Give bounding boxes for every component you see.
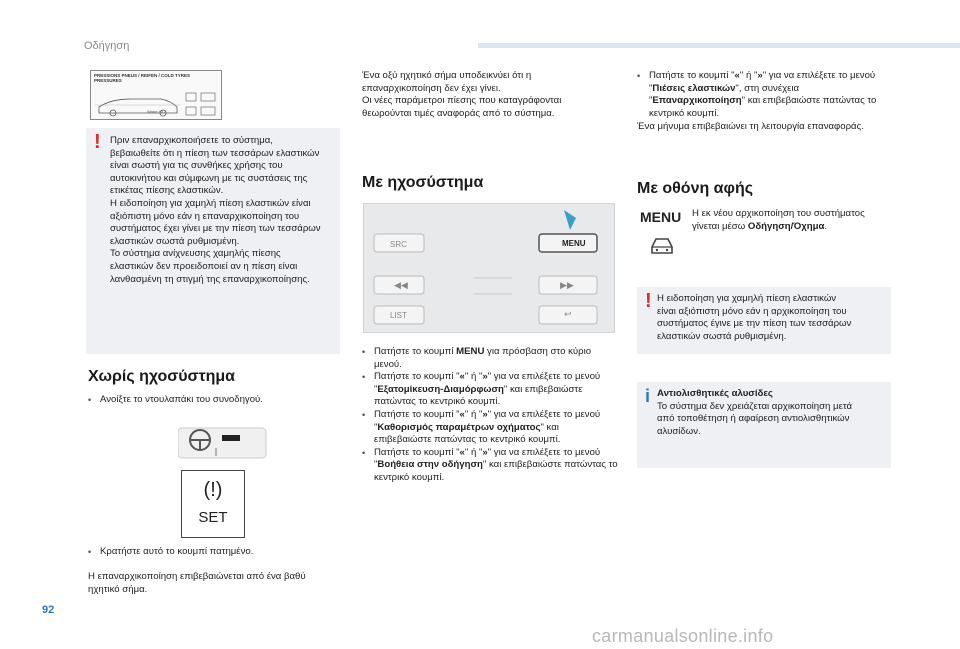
set-button[interactable] <box>181 470 245 538</box>
touchscreen-text: Η εκ νέου αρχικοποίηση του συστήματος γίνεται μέσω Οδήγηση/Όχημα. <box>692 208 865 232</box>
hold-steps <box>88 546 340 559</box>
no-audio-steps <box>88 394 340 407</box>
page-number: 92 <box>42 604 55 616</box>
tyre-pressure-label-image <box>90 70 222 120</box>
label-bottom-text: Warm +0.3 <box>147 109 167 114</box>
step-vehicle-params: • Πατήστε το κουμπί "«" ή "»" για να επιλέξετε το μενού "Καθορισμός παραμέτρων οχήματος" και επιβεβαιώστε πατώντας το κεντρικό κουμπί. <box>362 409 618 447</box>
audio-steps <box>362 346 618 485</box>
info-icon: i <box>645 386 651 406</box>
low-pressure-warning-text: Η ειδοποίηση για χαμηλή πίεση ελαστικών είναι αξιόπιστη μόνο εάν η αρχικοποίηση του συστήματος έγινε με την πίεση των τεσσάρων ελαστικών σωστά ρυθμισμένη. <box>657 293 852 342</box>
step-personalisation: • Πατήστε το κουμπί "«" ή "»" για να επιλέξετε το μενού "Εξατομίκευση-Διαμόρφωση" και επιβεβαιώστε πατώντας το κεντρικό κουμπί. <box>362 371 618 409</box>
label-top-text: PRESSIONS PNEUS / REIFEN / COLD TYRES PRESSURES <box>94 73 191 83</box>
menu-key-label: MENU <box>640 209 682 225</box>
reset-confirm-message: Ένα μήνυμα επιβεβαιώνει τη λειτουργία επαναφοράς. <box>637 121 864 132</box>
menu-button[interactable]: MENU <box>562 239 586 248</box>
heading-with-audio: Με ηχοσύστημα <box>362 174 484 191</box>
reset-confirm-note: Η επαναρχικοποίηση επιβεβαιώνεται από ένα βαθύ ηχητικό σήμα. <box>88 571 306 595</box>
info-box-snow-chains <box>637 382 891 468</box>
step-tyre-pressures: • Πατήστε το κουμπί "«" ή "»" για να επιλέξετε το μενού "Πιέσεις ελαστικών", στη συνέχεια "Επαναρχικοποίηση" και επιβεβαιώστε πατώντας το κεντρικό κουμπί. <box>637 70 893 120</box>
car-icon <box>648 235 676 257</box>
heading-no-audio: Χωρίς ηχοσύστημα <box>88 368 236 385</box>
snow-chains-text: Αντιολισθητικές αλυσίδες Το σύστημα δεν χρειάζεται αρχικοποίηση μετά από τοποθέτηση ή αφαίρεση αντιολισθητικών αλυσίδων. <box>657 388 853 437</box>
warning-icon: ! <box>94 131 101 153</box>
rewind-icon[interactable]: ◀◀ <box>394 280 408 290</box>
car-outline-icon <box>91 85 221 123</box>
tyre-warning-icon: (!) <box>203 479 223 501</box>
step-driving-assist: • Πατήστε το κουμπί "«" ή "»" για να επιλέξετε το μενού "Βοήθεια στην οδήγηση" και επιβεβαιώστε πατώντας το κεντρικό κουμπί. <box>362 447 618 485</box>
audio-panel-illustration <box>363 203 615 333</box>
beep-intro: Ένα οξύ ηχητικό σήμα υποδεικνύει ότι η επαναρχικοποίηση δεν έχει γίνει. Οι νέες παράμετροι πίεσης που καταγράφονται θεωρούνται τιμές αναφοράς από το σύστημα. <box>362 70 562 119</box>
back-icon[interactable]: ↩ <box>564 309 572 319</box>
set-label: SET <box>198 509 228 526</box>
heading-touchscreen: Με οθόνη αφής <box>637 180 754 197</box>
warning-text: Πριν επαναρχικοποιήσετε το σύστημα, βεβαιωθείτε ότι η πίεση των τεσσάρων ελαστικών είναι σωστή για τις συνθήκες χρήσης του αυτοκινήτου και σύμφωνη με τις συστάσεις της ετικέτας πίεσης ελαστικών. Η ειδοποίηση για χαμηλή πίεση ελαστικών είναι αξιόπιστη μόνο εάν η επαναρχικοποίηση του συστήματος έχει γίνει με την πίεση των τεσσάρων ελαστικών σωστά ρυθμισμένη. Το σύστημα ανίχνευσης χαμηλής πίεσης ελαστικών δεν προειδοποιεί αν η πίεση είναι λανθασμένη τη στιγμή της επαναρχικοποίησης. <box>110 135 321 285</box>
header-bar <box>478 43 960 48</box>
forward-icon[interactable]: ▶▶ <box>560 280 574 290</box>
step-menu: • Πατήστε το κουμπί MENU για πρόσβαση στο κύριο μενού. <box>362 346 618 371</box>
warning-icon: ! <box>645 290 652 312</box>
step-hold-button: • Κρατήστε αυτό το κουμπί πατημένο. <box>88 546 340 559</box>
step-open-glovebox: • Ανοίξτε το ντουλαπάκι του συνοδηγού. <box>88 394 340 407</box>
section-title: Οδήγηση <box>84 40 130 52</box>
warning-box-low-pressure <box>637 287 891 354</box>
tyre-pressure-steps <box>637 70 893 120</box>
glovebox-illustration <box>178 422 268 462</box>
src-button[interactable]: SRC <box>390 240 407 249</box>
list-button[interactable]: LIST <box>390 311 407 320</box>
watermark: carmanualsonline.info <box>592 626 774 646</box>
warning-box-reset <box>86 128 340 354</box>
